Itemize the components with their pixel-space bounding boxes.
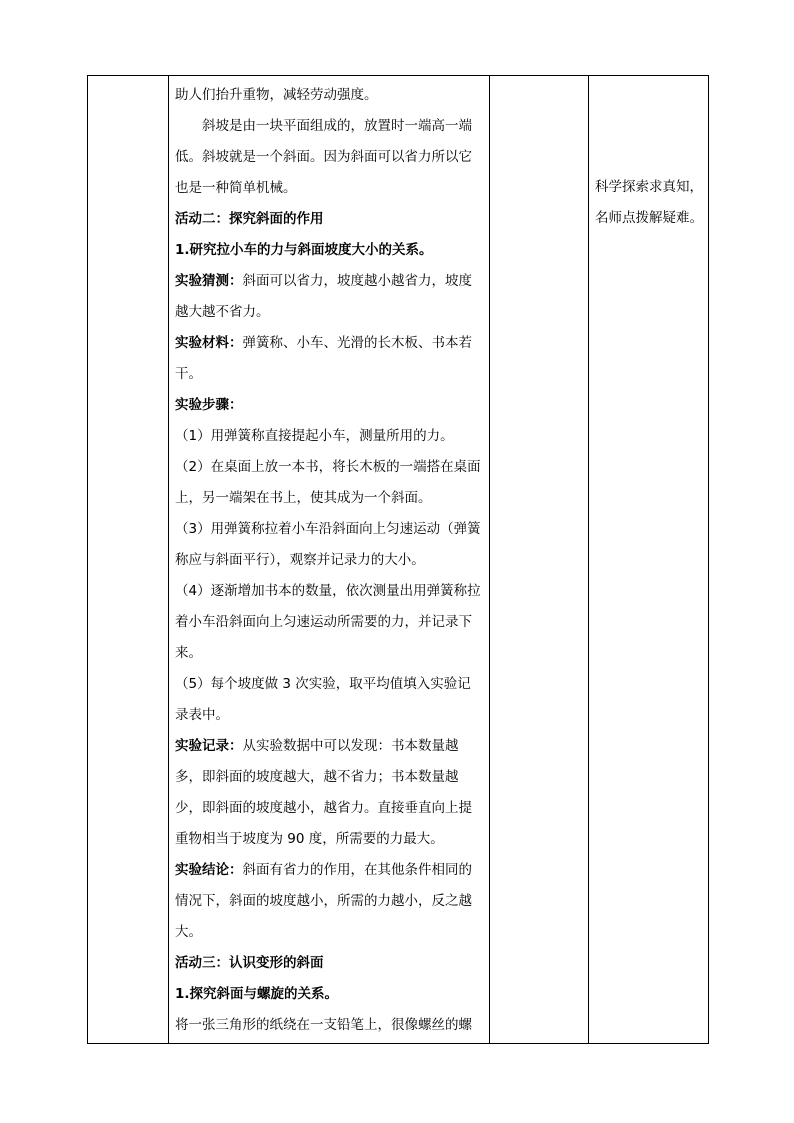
step-1: （1）用弹簧称直接提起小车，测量所用的力。 (175, 428, 454, 444)
last-line: 将一张三角形的纸绕在一支铅笔上，很像螺丝的螺 (175, 1017, 472, 1033)
design-intent-note (589, 76, 708, 234)
teaching-content (169, 76, 489, 1041)
step-4: （4）逐渐增加书本的数量，依次测量出用弹簧称拉着小车沿斜面向上匀速运动所需要的力，并记录下来。 (175, 583, 481, 661)
blank-left-cell (88, 76, 169, 1044)
table-row (88, 76, 709, 1044)
step-3: （3）用弹簧称拉着小车沿斜面向上匀速运动（弹簧称应与斜面平行），观察并记录力的大小。 (175, 521, 481, 568)
note-line-1: 科学探索求真知， (595, 179, 703, 195)
guess-label: 实验猜测： (175, 273, 243, 289)
continued-line: 助人们抬升重物，减轻劳动强度。 (175, 87, 378, 103)
design-intent-cell (589, 76, 709, 1044)
record-text: 从实验数据中可以发现：书本数量越多，即斜面的坡度越大，越不省力；书本数量越少，即斜面的坡度越小，越省力。直接垂直向上提重物相当于坡度为 90 度，所需要的力最大。 (175, 738, 472, 847)
materials-label: 实验材料： (175, 335, 243, 351)
lesson-plan-table (87, 75, 709, 1044)
step-5: （5）每个坡度做 3 次实验，取平均值填入实验记录表中。 (175, 676, 471, 723)
materials-paragraph (175, 328, 483, 390)
teaching-content-cell (169, 76, 490, 1044)
conclusion-text: 斜面有省力的作用，在其他条件相同的情况下，斜面的坡度越小，所需的力越小，反之越大。 (175, 862, 472, 940)
guess-paragraph (175, 266, 483, 328)
subsection-two-heading: 1.探究斜面与螺旋的关系。 (175, 986, 339, 1002)
subsection-one-heading: 1.研究拉小车的力与斜面坡度大小的关系。 (175, 242, 433, 258)
steps-label: 实验步骤： (175, 397, 243, 413)
step-2: （2）在桌面上放一本书，将长木板的一端搭在桌面上，另一端架在书上，使其成为一个斜面。 (175, 459, 481, 506)
note-line-2: 名师点拨解疑难。 (595, 210, 703, 226)
conclusion-paragraph (175, 855, 483, 948)
materials-text: 弹簧称、小车、光滑的长木板、书本若干。 (175, 335, 472, 382)
activity-three-heading: 活动三：认识变形的斜面 (175, 955, 324, 971)
conclusion-label: 实验结论： (175, 862, 243, 878)
slope-paragraph: 斜坡是由一块平面组成的，放置时一端高一端低。斜坡就是一个斜面。因为斜面可以省力所以它也是一种简单机械。 (175, 118, 472, 196)
record-paragraph (175, 731, 483, 855)
record-label: 实验记录： (175, 738, 243, 754)
activity-two-heading: 活动二：探究斜面的作用 (175, 211, 324, 227)
blank-activity-cell (490, 76, 589, 1044)
guess-text: 斜面可以省力，坡度越小越省力，坡度越大越不省力。 (175, 273, 472, 320)
